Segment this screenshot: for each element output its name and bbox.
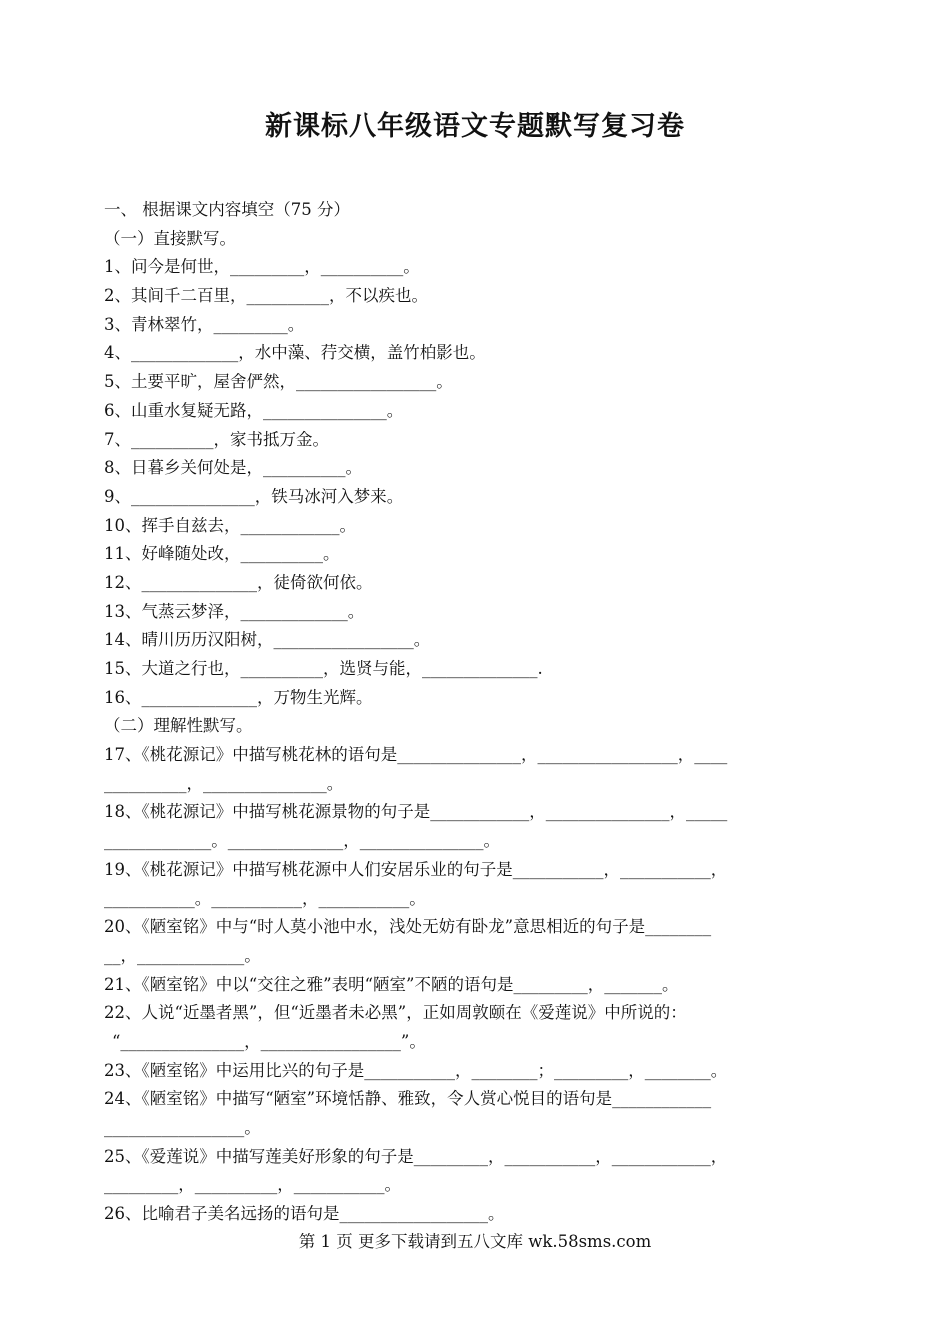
question-line: 13、气蒸云梦泽，_____________。	[104, 601, 365, 621]
question-line-1: 22、人说“近墨者黑”，但“近墨者未必黑”，正如周敦颐在《爱莲说》中所说的：	[104, 1003, 687, 1023]
question-line: 6、山重水复疑无路，_______________。	[104, 400, 404, 420]
question-line: 1、问今是何世，_________，__________。	[104, 257, 420, 277]
subsection-heading: （一）直接默写。	[104, 228, 236, 248]
question-line-1: 24、《陋室铭》中描写“陋室”环境恬静、雅致，令人赏心悦目的语句是____________	[104, 1089, 712, 1109]
question-line-2: ___________。___________，___________。	[104, 888, 426, 908]
question-line-1: 23、《陋室铭》中运用比兴的句子是___________，________；_________，________。	[104, 1060, 728, 1080]
question-line: 12、______________，徒倚欲何依。	[104, 572, 373, 592]
question-line-2: “_______________，_________________”。	[112, 1031, 426, 1051]
question-paragraph	[104, 971, 846, 1000]
question-line: 11、好峰随处改，__________。	[104, 544, 340, 564]
question-line: 7、__________，家书抵万金。	[104, 429, 329, 449]
question-paragraph	[104, 741, 846, 798]
question-line-1: 18、《桃花源记》中描写桃花源景物的句子是____________，_______________，_____	[104, 802, 728, 822]
question-line: 4、_____________，水中藻、荇交横，盖竹柏影也。	[104, 343, 486, 363]
question-paragraph	[104, 798, 846, 855]
question-line: 3、青林翠竹，_________。	[104, 314, 305, 334]
question-line: 2、其间千二百里，__________，不以疾也。	[104, 286, 428, 306]
question-paragraph	[104, 1143, 846, 1200]
question-line: 16、______________，万物生光辉。	[104, 687, 373, 707]
question-paragraph	[104, 1200, 846, 1229]
question-line-1: 25、《爱莲说》中描写莲美好形象的句子是_________，___________，____________，	[104, 1146, 728, 1166]
question-line-2: _________________。	[104, 1118, 261, 1137]
question-line: 10、挥手自兹去，____________。	[104, 515, 356, 535]
document-body	[104, 196, 846, 1229]
question-line: 5、土要平旷，屋舍俨然，_________________。	[104, 372, 453, 392]
question-line: 9、_______________，铁马冰河入梦来。	[104, 486, 404, 506]
question-paragraph	[104, 913, 846, 970]
question-paragraph	[104, 999, 846, 1056]
question-line-1: 26、比喻君子美名远扬的语句是__________________。	[104, 1204, 505, 1224]
question-paragraph	[104, 856, 846, 913]
document-title: 新课标八年级语文专题默写复习卷	[265, 111, 685, 142]
question-paragraph	[104, 1057, 846, 1086]
subsection-heading: （二）理解性默写。	[104, 716, 253, 736]
question-paragraph	[104, 1085, 846, 1142]
question-line-2: __，_____________。	[104, 945, 261, 965]
question-line: 15、大道之行也，__________，选贤与能，______________.	[104, 659, 543, 678]
question-line-2: __________，_______________。	[104, 773, 344, 793]
question-line-1: 21、《陋室铭》中以“交往之雅”表明“陋室”不陋的语句是_________，_______。	[104, 974, 679, 994]
question-line: 14、晴川历历汉阳树，_________________。	[104, 630, 431, 650]
question-line-2: _________，__________，___________。	[104, 1175, 401, 1195]
question-line-1: 17、《桃花源记》中描写桃花林的语句是_______________，_________________，____	[104, 745, 728, 765]
question-line-1: 19、《桃花源记》中描写桃花源中人们安居乐业的句子是___________，___________，	[104, 859, 728, 879]
question-line-2: _____________。______________，_______________。	[104, 831, 500, 851]
section-heading: 一、 根据课文内容填空（75 分）	[104, 200, 350, 219]
question-line: 8、日暮乡关何处是，__________。	[104, 458, 362, 478]
page-footer: 第 1 页 更多下载请到五八文库 wk.58sms.com	[298, 1232, 652, 1251]
question-line-1: 20、《陋室铭》中与“时人莫小池中水，浅处无妨有卧龙”意思相近的句子是________	[104, 917, 712, 937]
